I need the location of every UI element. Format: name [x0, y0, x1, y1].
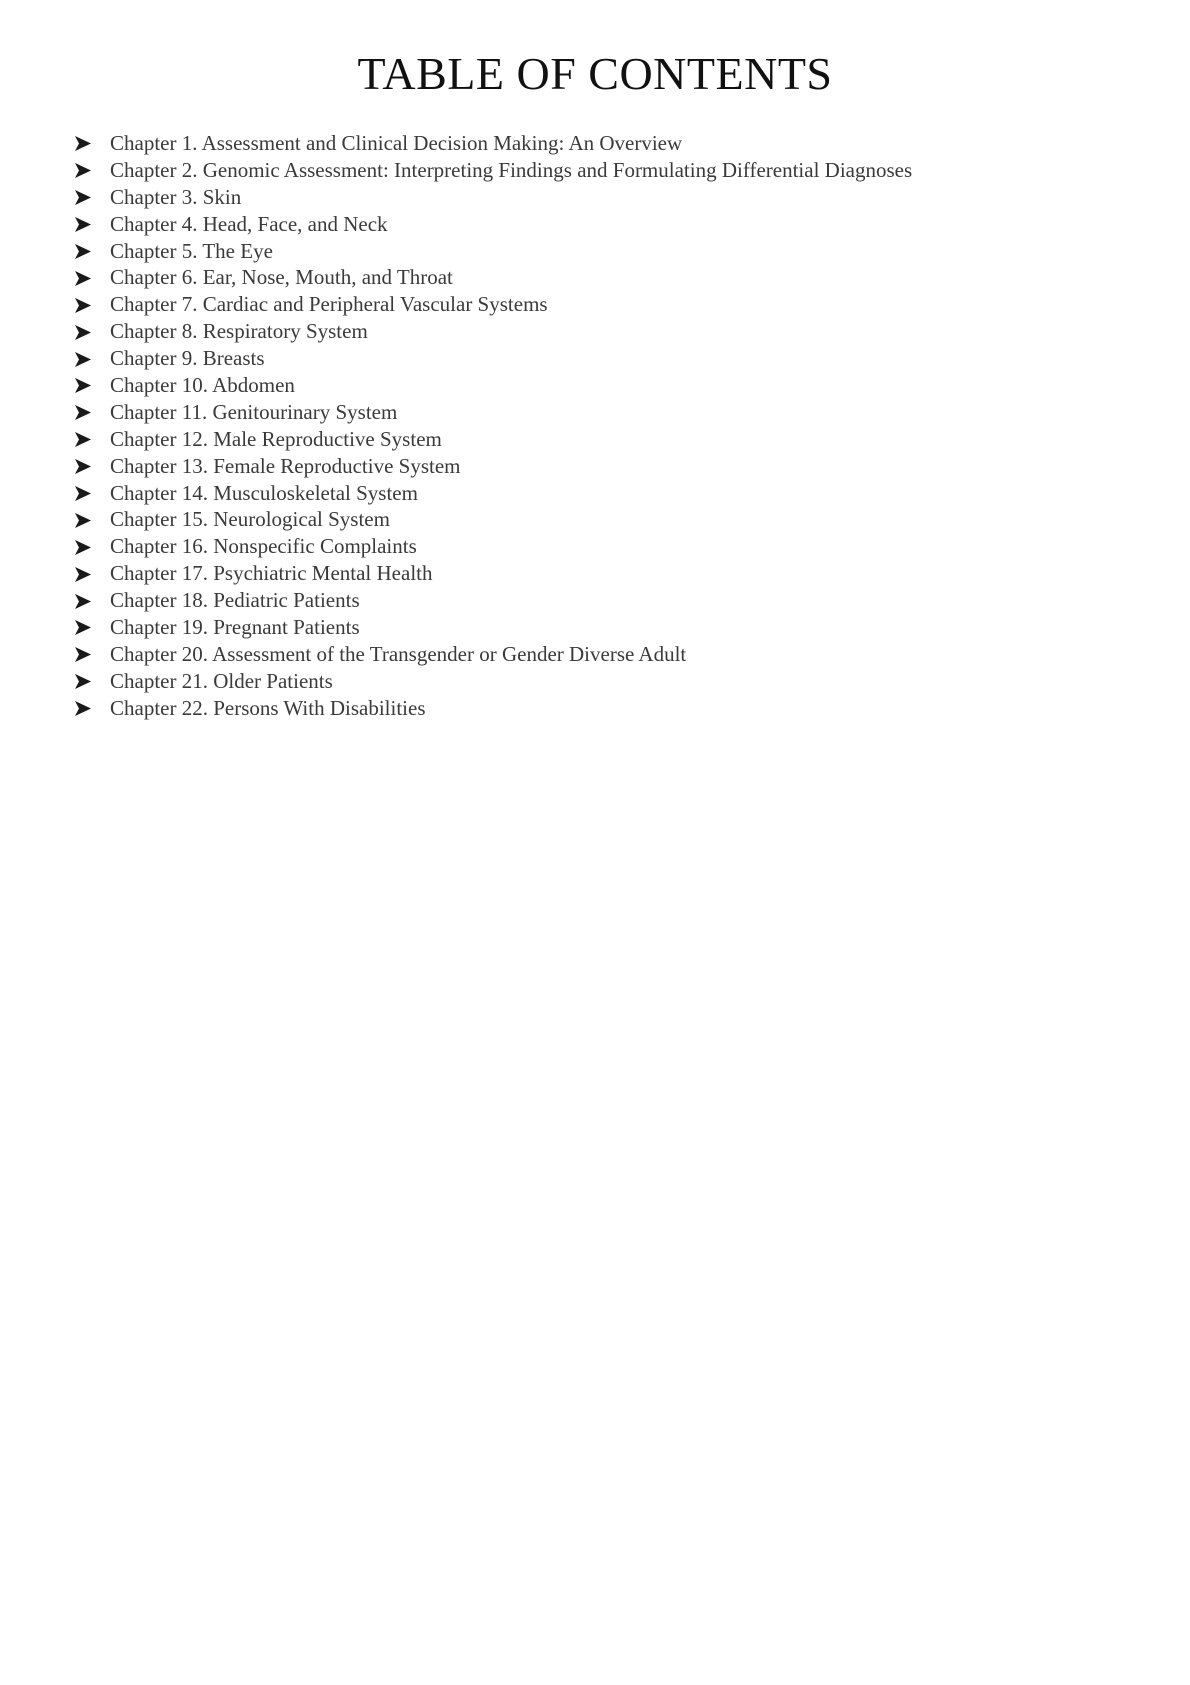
toc-entry-label: Chapter 4. Head, Face, and Neck	[110, 211, 388, 236]
toc-entry-label: Chapter 16. Nonspecific Complaints	[110, 534, 417, 559]
toc-entry-label: Chapter 2. Genomic Assessment: Interpreting Findings and Formulating Differential Diagnoses	[110, 157, 913, 182]
arrowhead-bullet-icon	[74, 591, 110, 611]
toc-entry[interactable]	[74, 399, 1134, 426]
toc-entry[interactable]	[74, 614, 1134, 641]
toc-entry[interactable]	[74, 426, 1134, 453]
toc-entry[interactable]	[74, 506, 1134, 533]
arrowhead-bullet-icon	[74, 187, 110, 207]
toc-entry-label: Chapter 13. Female Reproductive System	[110, 453, 461, 478]
arrowhead-bullet-icon	[74, 510, 110, 530]
arrowhead-bullet-icon	[74, 564, 110, 584]
arrowhead-bullet-icon	[74, 698, 110, 718]
toc-entry[interactable]	[74, 238, 1134, 265]
toc-entry[interactable]	[74, 130, 1134, 157]
toc-entry-label: Chapter 10. Abdomen	[110, 372, 295, 397]
toc-entry[interactable]	[74, 318, 1134, 345]
toc-entry[interactable]	[74, 372, 1134, 399]
toc-entry[interactable]	[74, 211, 1134, 238]
toc-entry-label: Chapter 12. Male Reproductive System	[110, 426, 442, 451]
toc-entry[interactable]	[74, 157, 1134, 184]
toc-entry[interactable]	[74, 533, 1134, 560]
toc-entry-label: Chapter 11. Genitourinary System	[110, 399, 398, 424]
toc-entry-label: Chapter 5. The Eye	[110, 238, 273, 263]
toc-entry-label: Chapter 6. Ear, Nose, Mouth, and Throat	[110, 265, 453, 290]
toc-entry[interactable]	[74, 184, 1134, 211]
arrowhead-bullet-icon	[74, 644, 110, 664]
toc-entry-label: Chapter 18. Pediatric Patients	[110, 588, 360, 613]
toc-entry-label: Chapter 1. Assessment and Clinical Decision Making: An Overview	[110, 130, 683, 155]
toc-entry[interactable]	[74, 668, 1134, 695]
toc-entry[interactable]	[74, 641, 1134, 668]
page-title: TABLE OF CONTENTS	[357, 48, 833, 99]
arrowhead-bullet-icon	[74, 456, 110, 476]
arrowhead-bullet-icon	[74, 322, 110, 342]
toc-entry[interactable]	[74, 480, 1134, 507]
toc-entry-label: Chapter 3. Skin	[110, 184, 242, 209]
arrowhead-bullet-icon	[74, 160, 110, 180]
arrowhead-bullet-icon	[74, 268, 110, 288]
arrowhead-bullet-icon	[74, 133, 110, 153]
toc-entry-label: Chapter 15. Neurological System	[110, 507, 390, 532]
toc-entry-label: Chapter 21. Older Patients	[110, 668, 333, 693]
toc-entry[interactable]	[74, 291, 1134, 318]
toc-entry-label: Chapter 17. Psychiatric Mental Health	[110, 561, 433, 586]
toc-entry-label: Chapter 22. Persons With Disabilities	[110, 695, 426, 720]
toc-entry[interactable]	[74, 345, 1134, 372]
toc-entry[interactable]	[74, 453, 1134, 480]
arrowhead-bullet-icon	[74, 241, 110, 261]
table-of-contents-list	[74, 130, 1134, 722]
arrowhead-bullet-icon	[74, 537, 110, 557]
arrowhead-bullet-icon	[74, 402, 110, 422]
toc-entry[interactable]	[74, 264, 1134, 291]
arrowhead-bullet-icon	[74, 375, 110, 395]
toc-entry[interactable]	[74, 695, 1134, 722]
arrowhead-bullet-icon	[74, 671, 110, 691]
arrowhead-bullet-icon	[74, 349, 110, 369]
arrowhead-bullet-icon	[74, 295, 110, 315]
toc-entry-label: Chapter 14. Musculoskeletal System	[110, 480, 418, 505]
toc-entry-label: Chapter 8. Respiratory System	[110, 319, 368, 344]
toc-entry-label: Chapter 9. Breasts	[110, 346, 265, 371]
toc-entry-label: Chapter 20. Assessment of the Transgender or Gender Diverse Adult	[110, 641, 687, 666]
toc-entry[interactable]	[74, 587, 1134, 614]
arrowhead-bullet-icon	[74, 429, 110, 449]
arrowhead-bullet-icon	[74, 214, 110, 234]
toc-entry-label: Chapter 19. Pregnant Patients	[110, 614, 360, 639]
arrowhead-bullet-icon	[74, 483, 110, 503]
toc-entry[interactable]	[74, 560, 1134, 587]
toc-entry-label: Chapter 7. Cardiac and Peripheral Vascular Systems	[110, 292, 548, 317]
arrowhead-bullet-icon	[74, 617, 110, 637]
